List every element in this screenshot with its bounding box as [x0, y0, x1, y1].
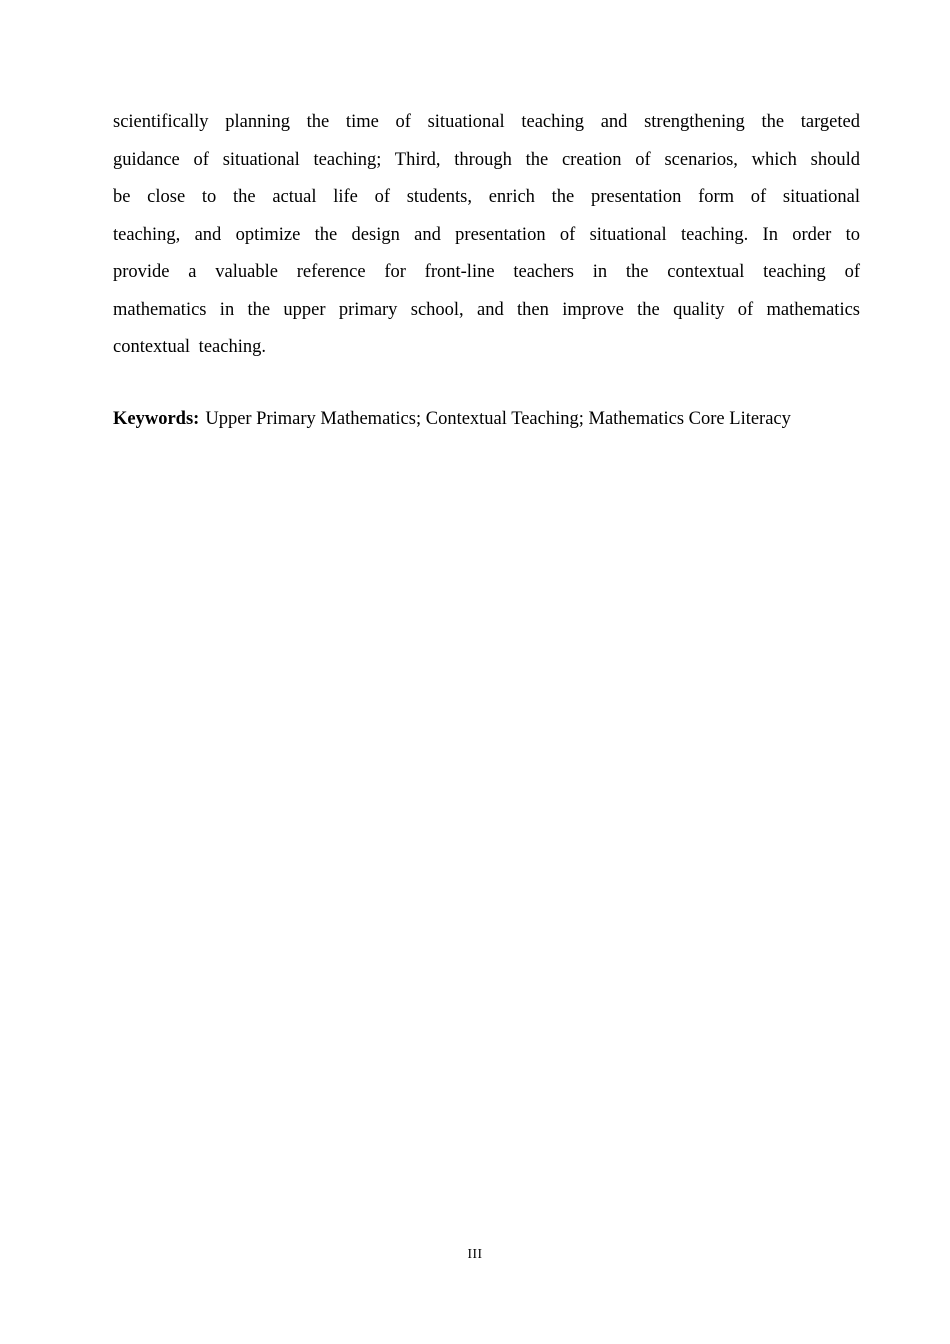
abstract-line: provide a valuable reference for front-line teachers in the contextual teaching of	[113, 262, 860, 282]
page-number: III	[467, 1246, 483, 1261]
keywords-label: Keywords:	[113, 409, 200, 429]
keywords-text: Upper Primary Mathematics; Contextual Teaching; Mathematics Core Literacy	[205, 409, 791, 429]
abstract-line: mathematics in the upper primary school, and then improve the quality of mathematics	[113, 299, 860, 320]
keywords-line	[113, 401, 860, 439]
abstract-line: guidance of situational teaching; Third, through the creation of scenarios, which should	[113, 149, 860, 170]
abstract-line: teaching, and optimize the design and presentation of situational teaching. In order to	[113, 224, 860, 245]
abstract-body	[113, 104, 860, 367]
abstract-line: scientifically planning the time of situational teaching and strengthening the targeted	[113, 112, 860, 132]
abstract-line: contextual teaching.	[113, 337, 266, 357]
abstract-line: be close to the actual life of students, enrich the presentation form of situational	[113, 187, 860, 207]
